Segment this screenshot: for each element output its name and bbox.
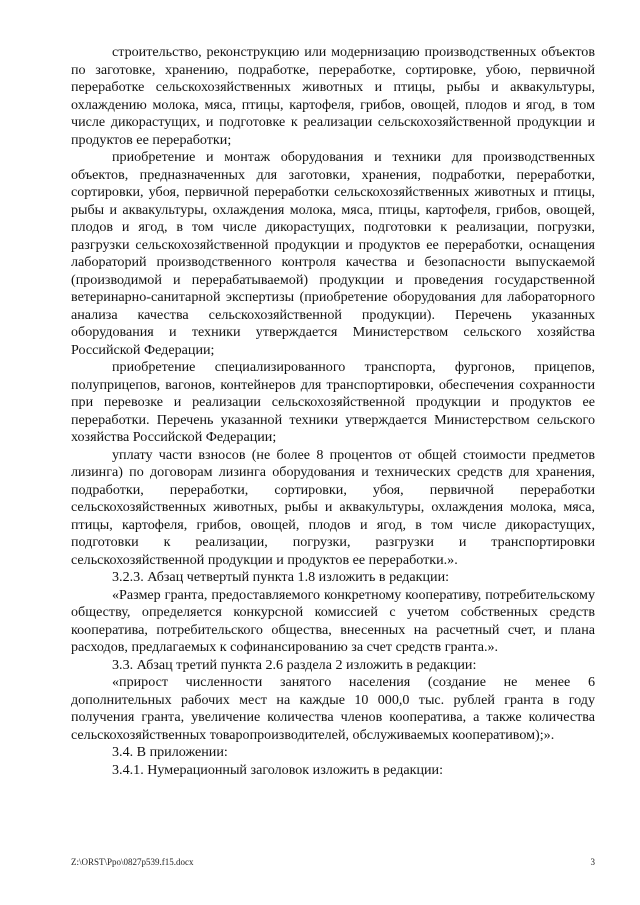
document-body (71, 44, 595, 779)
paragraph: 3.4.1. Нумерационный заголовок изложить в редакции: (112, 761, 444, 778)
file-path: Z:\ORST\Ppo\0827p539.f15.docx (71, 857, 194, 867)
paragraph: «прирост численности занятого населения (создание не менее 6 дополнительных рабочих мест на каждые 10 000,0 тыс. рублей гранта в году получения гранта, увеличение количества членов кооператива, а также количества сельскохозяйственных товаропроизводителей, обслуживаемых кооперативом);». (71, 674, 595, 743)
paragraph: приобретение и монтаж оборудования и техники для производственных объектов, предназначенных для заготовки, хранения, подработки, переработки, сортировки, убоя, первичной переработки сельскохозяйственных животных и птицы, рыбы и аквакультуры, охлаждения молока, мяса, птицы, картофеля, грибов, овощей, плодов и ягод, в том числе дикорастущих, подготовки к реализации, погрузки, разгрузки сельскохозяйственной продукции и продуктов ее переработки, оснащения лабораторий производственного контроля качества и безопасности выпускаемой (производимой и перерабатываемой) продукции и проведения государственной ветеринарно-санитарной экспертизы (приобретение оборудования для лабораторного анализа качества сельскохозяйственной продукции). Перечень указанных оборудования и техники утверждается Министерством сельского хозяйства Российской Федерации; (71, 149, 595, 358)
paragraph: уплату части взносов (не более 8 процентов от общей стоимости предметов лизинга) по договорам лизинга оборудования и технических средств для хранения, подработки, переработки, сортировки, убоя, первичной переработки сельскохозяйственных животных, рыбы и аквакультуры, охлаждения молока, мяса, птицы, картофеля, грибов, овощей, плодов и ягод, в том числе дикорастущих, подготовки к реализации, погрузки, разгрузки и транспортировки сельскохозяйственной продукции и продуктов ее переработки.». (71, 446, 595, 568)
page-number: 3 (590, 857, 595, 867)
paragraph: 3.2.3. Абзац четвертый пункта 1.8 изложить в редакции: (112, 569, 450, 585)
paragraph: строительство, реконструкцию или модернизацию производственных объектов по заготовке, хранению, подработке, переработке, сортировке, убою, первичной переработке сельскохозяйственных животных и птицы, рыбы и аквакультуры, охлаждению молока, мяса, птицы, картофеля, грибов, овощей, плодов и ягод, в том числе дикорастущих, и подготовке к реализации сельскохозяйственной продукции и продуктов ее переработки; (71, 44, 595, 148)
paragraph: 3.3. Абзац третий пункта 2.6 раздела 2 изложить в редакции: (112, 656, 477, 673)
page-footer (71, 857, 595, 867)
paragraph: приобретение специализированного транспорта, фургонов, прицепов, полуприцепов, вагонов, контейнеров для транспортировки, обеспечения сохранности при перевозке и реализации сельскохозяйственной продукции и продуктов ее переработки. Перечень указанной техники утверждается Министерством сельского хозяйства Российской Федерации; (71, 359, 595, 445)
paragraph: «Размер гранта, предоставляемого конкретному кооперативу, потребительскому обществу, определяется конкурсной комиссией с учетом собственных средств кооператива, потребительского общества, внесенных на расчетный счет, и плана расходов, предлагаемых к софинансированию за счет средств гранта.». (71, 586, 595, 655)
paragraph: 3.4. В приложении: (112, 744, 228, 760)
